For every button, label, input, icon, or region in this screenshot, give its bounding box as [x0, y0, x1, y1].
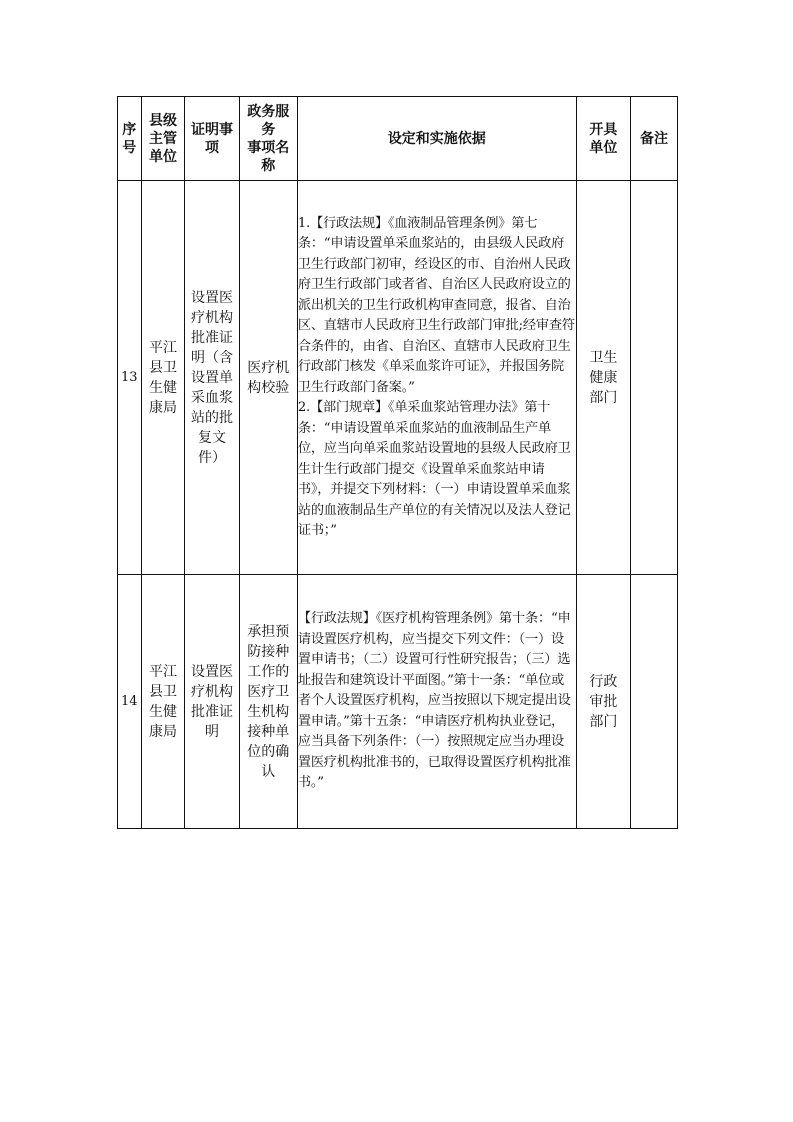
header-row	[118, 97, 678, 181]
row-dept: 平江 县卫 生健 康局	[141, 181, 185, 575]
row-remark	[630, 181, 677, 575]
basis-paragraph: 1.【行政法规】《血液制品管理条例》第七条：“申请设置单采血浆站的，由县级人民政府卫生行政部门初审，经设区的市、自治州人民政府卫生行政部门或者省、自治区人民政府设立的派出机关的卫生行政机构审查同意，报省、自治区、直辖市人民政府卫生行政部门审批;经审查符合条件的，由省、自治区、直辖市人民政府卫生行政部门核发《单采血浆许可证》，并报国务院卫生行政部门备案。”	[297, 215, 575, 395]
row-issuer: 卫生 健康 部门	[576, 181, 630, 575]
header-remark: 备注	[630, 97, 677, 181]
row-basis	[297, 181, 576, 575]
header-item: 证明事 项	[185, 97, 239, 181]
row-service: 承担预 防接种 工作的 医疗卫 生机构 接种单 位的确 认	[239, 575, 297, 829]
basis-paragraph: 2.【部门规章】《单采血浆站管理办法》第十条：“申请设置单采血浆站的血液制品生产单位，应当向单采血浆站设置地的县级人民政府卫生计生行政部门提交《设置单采血浆站申请书》，并提交下列材料：（一）申请设置单采血浆站的血液制品生产单位的有关情况以及法人登记证书；”	[297, 400, 571, 538]
document-table	[117, 96, 678, 829]
basis-paragraph: 【行政法规】《医疗机构管理条例》第十条：“申请设置医疗机构，应当提交下列文件：（一）设置申请书；（二）设置可行性研究报告；（三）选址报告和建筑设计平面图。”第十一条：“单位或者个人设置医疗机构，应当按照以下规定提出设置申请。”第十五条：“申请医疗机构执业登记，应当具备下列条件：（一）按照规定应当办理设置医疗机构批准书的，已取得设置医疗机构批准书。”	[297, 611, 571, 791]
header-issuer: 开具 单位	[576, 97, 630, 181]
table-row	[118, 181, 678, 575]
header-service: 政务服 务 事项名 称	[239, 97, 297, 181]
header-index: 序 号	[118, 97, 142, 181]
header-dept: 县级 主管 单位	[141, 97, 185, 181]
row-basis	[297, 575, 576, 829]
row-item: 设置医 疗机构 批准证 明（含 设置单 采血浆 站的批 复文 件）	[185, 181, 239, 575]
row-service: 医疗机 构校验	[239, 181, 297, 575]
row-item: 设置医 疗机构 批准证 明	[185, 575, 239, 829]
table-row	[118, 575, 678, 829]
row-index: 14	[118, 575, 142, 829]
row-dept: 平江 县卫 生健 康局	[141, 575, 185, 829]
row-remark	[630, 575, 677, 829]
header-basis: 设定和实施依据	[297, 97, 576, 181]
row-index: 13	[118, 181, 142, 575]
row-issuer: 行政 审批 部门	[576, 575, 630, 829]
